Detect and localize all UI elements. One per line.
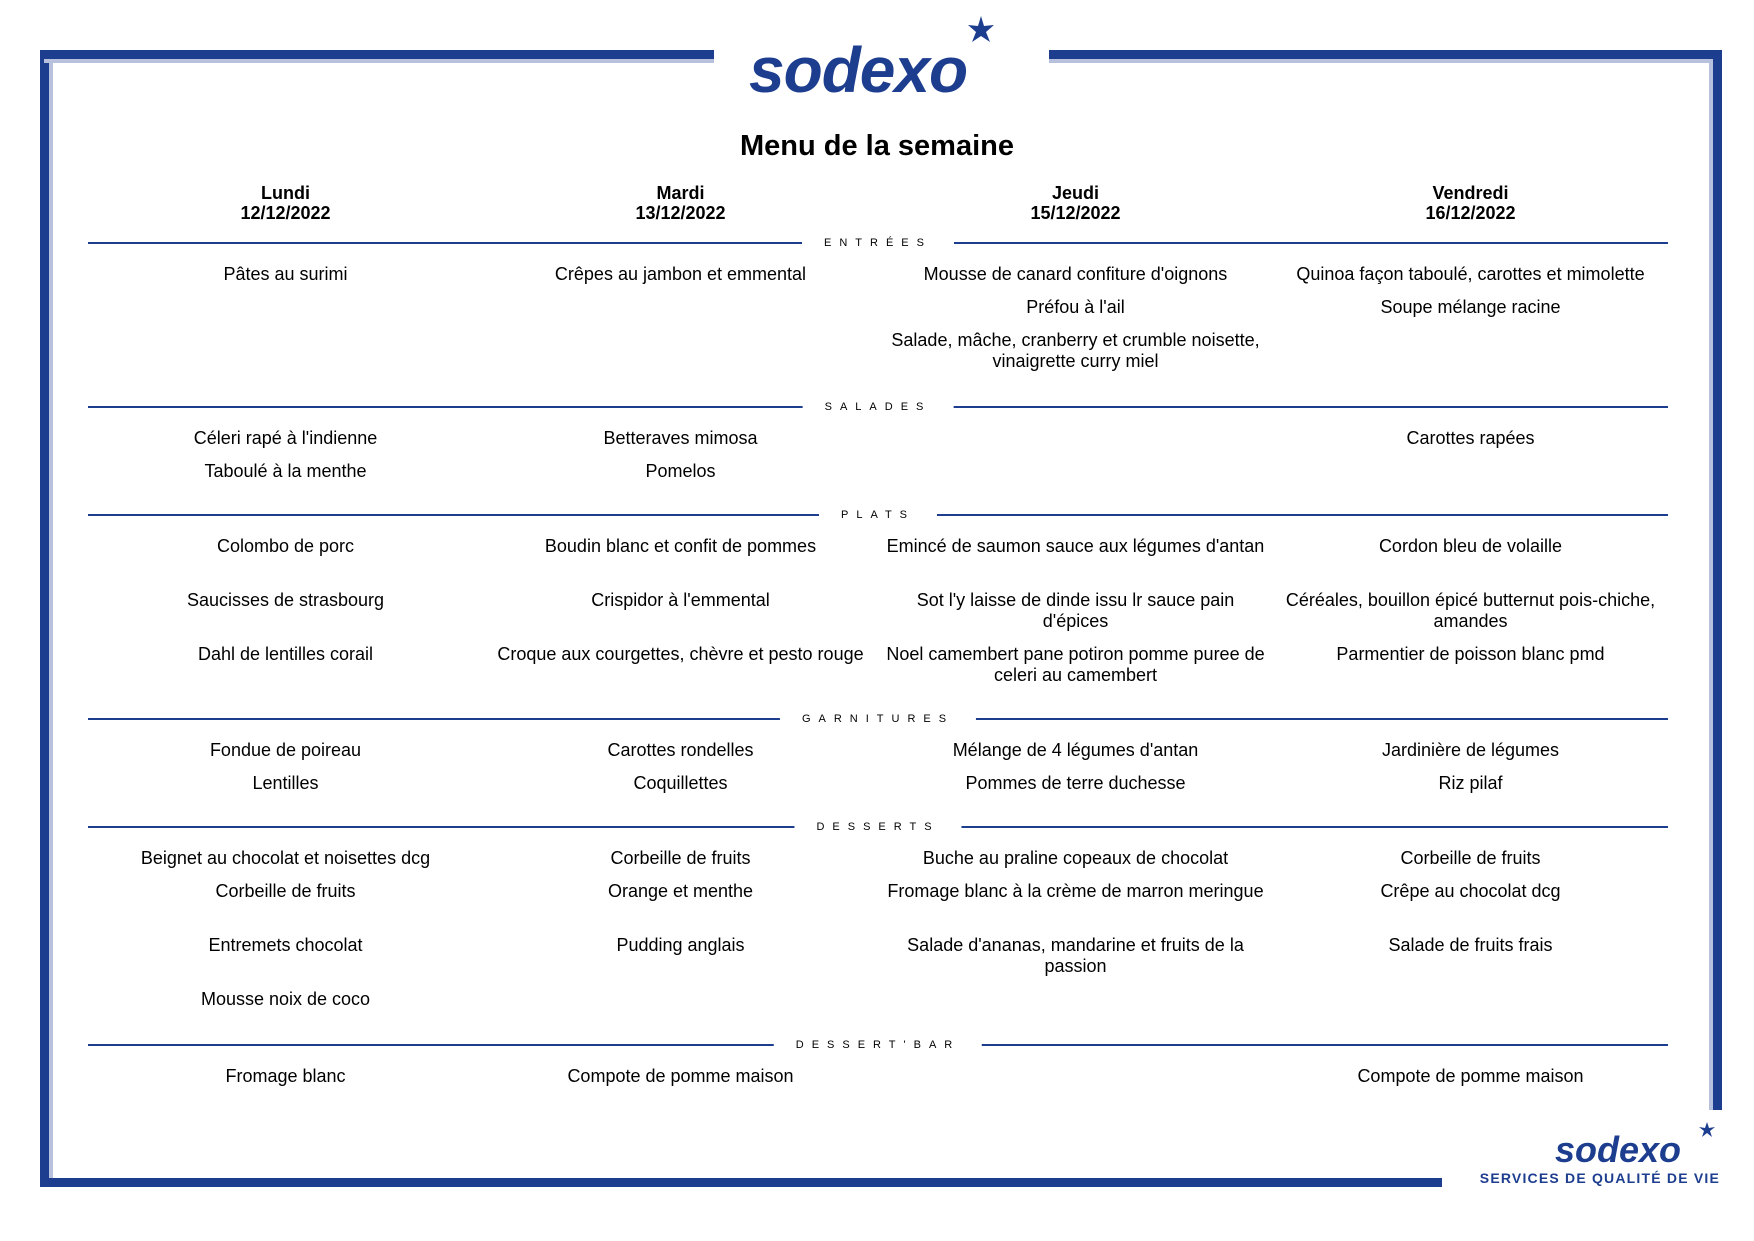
menu-item: Céleri rapé à l'indienne	[193, 428, 378, 448]
menu-item: Fromage blanc à la crème de marron meringue	[887, 881, 1264, 901]
menu-item: Carottes rondelles	[607, 740, 754, 760]
day-header	[1273, 183, 1668, 223]
menu-column	[1273, 848, 1668, 1022]
menu-item: Soupe mélange racine	[1380, 297, 1561, 317]
menu-column	[483, 428, 878, 494]
day-name: Lundi	[261, 183, 310, 203]
frame-shadow	[1049, 59, 1713, 63]
section-header	[88, 712, 1668, 726]
frame-left	[40, 50, 49, 1187]
menu-item: Compote de pomme maison	[567, 1066, 794, 1086]
menu-item: Pudding anglais	[616, 935, 745, 955]
menu-column	[483, 848, 878, 1022]
section-header	[88, 236, 1668, 250]
menu-item: Pommes de terre duchesse	[965, 773, 1186, 793]
section-label: SALADES	[803, 400, 954, 414]
menu-item: Corbeille de fruits	[215, 881, 356, 901]
tagline: SERVICES DE QUALITÉ DE VIE	[1479, 1170, 1720, 1186]
menu-item: Saucisses de strasbourg	[186, 590, 385, 610]
menu-item: Salade d'ananas, mandarine et fruits de la passion	[907, 935, 1244, 976]
day-name: Mardi	[656, 183, 705, 203]
star-icon	[1699, 1122, 1715, 1137]
section-label: DESSERTS	[794, 820, 961, 834]
menu-column	[878, 740, 1273, 806]
menu-item: Croque aux courgettes, chèvre et pesto rouge	[497, 644, 864, 664]
section-dessert-bar	[88, 1038, 1668, 1099]
section-header	[88, 400, 1668, 414]
frame-right	[1713, 50, 1722, 1110]
menu-item: Mousse noix de coco	[200, 989, 371, 1009]
menu-item: Cordon bleu de volaille	[1378, 536, 1563, 556]
menu-item: Crêpe au chocolat dcg	[1380, 881, 1561, 901]
menu-column	[1273, 740, 1668, 806]
menu-item: Emincé de saumon sauce aux légumes d'antan	[886, 536, 1265, 556]
menu-column	[1273, 264, 1668, 384]
logo-wordmark: sodexo	[749, 34, 968, 100]
menu-column	[878, 848, 1273, 1022]
menu-column	[483, 264, 878, 384]
menu-column	[1273, 428, 1668, 494]
menu-column	[88, 848, 483, 1022]
menu-item: Crispidor à l'emmental	[591, 590, 770, 610]
menu-item: Préfou à l'ail	[1026, 297, 1125, 317]
frame-shadow	[1709, 59, 1713, 1110]
star-icon	[968, 16, 994, 42]
menu-item: Crêpes au jambon et emmental	[554, 264, 807, 284]
menu-item: Fondue de poireau	[209, 740, 362, 760]
menu-item: Boudin blanc et confit de pommes	[544, 536, 817, 556]
menu-item: Parmentier de poisson blanc pmd	[1336, 644, 1605, 664]
menu-item: Dahl de lentilles corail	[197, 644, 374, 664]
menu-item: Pomelos	[645, 461, 716, 481]
menu-column	[483, 1066, 878, 1099]
section-salades	[88, 400, 1668, 494]
section-entrees	[88, 236, 1668, 384]
frame-shadow	[44, 59, 714, 63]
menu-column	[1273, 1066, 1668, 1099]
menu-item: Mélange de 4 légumes d'antan	[952, 740, 1199, 760]
section-header	[88, 820, 1668, 834]
menu-item: Buche au praline copeaux de chocolat	[922, 848, 1229, 868]
day-header	[88, 183, 483, 223]
menu-column	[88, 1066, 483, 1099]
day-header	[483, 183, 878, 223]
section-label: ENTRÉES	[802, 236, 954, 250]
menu-column	[878, 1066, 1273, 1099]
menu-item: Pâtes au surimi	[223, 264, 348, 284]
menu-item: Betteraves mimosa	[603, 428, 758, 448]
menu-item: Corbeille de fruits	[610, 848, 751, 868]
menu-column	[88, 536, 483, 698]
menu-item: Carottes rapées	[1406, 428, 1535, 448]
menu-item: Taboulé à la menthe	[204, 461, 367, 481]
menu-column	[878, 264, 1273, 384]
menu-item: Quinoa façon taboulé, carottes et mimolette	[1296, 264, 1645, 284]
menu-column	[878, 428, 1273, 494]
day-date: 13/12/2022	[635, 203, 726, 223]
menu-item: Compote de pomme maison	[1357, 1066, 1584, 1086]
menu-column	[88, 740, 483, 806]
menu-item: Salade, mâche, cranberry et crumble noisette, vinaigrette curry miel	[891, 330, 1260, 371]
menu-column	[483, 740, 878, 806]
day-date: 15/12/2022	[1030, 203, 1121, 223]
menu-column	[1273, 536, 1668, 698]
section-label: DESSERT'BAR	[774, 1038, 982, 1052]
menu-item: Jardinière de légumes	[1381, 740, 1560, 760]
day-date: 16/12/2022	[1425, 203, 1516, 223]
menu-item: Entremets chocolat	[208, 935, 363, 955]
menu-item: Corbeille de fruits	[1400, 848, 1541, 868]
frame-bottom	[40, 1178, 1442, 1187]
menu-item: Riz pilaf	[1438, 773, 1503, 793]
menu-item: Orange et menthe	[607, 881, 754, 901]
day-name: Vendredi	[1432, 183, 1509, 203]
menu-item: Salade de fruits frais	[1388, 935, 1553, 955]
day-date: 12/12/2022	[240, 203, 331, 223]
menu-item: Fromage blanc	[225, 1066, 346, 1086]
menu-item: Lentilles	[252, 773, 319, 793]
menu-item: Coquillettes	[633, 773, 728, 793]
sodexo-logo	[745, 10, 1020, 100]
menu-item: Colombo de porc	[216, 536, 355, 556]
frame-top-right	[1049, 50, 1722, 59]
page-title: Menu de la semaine	[740, 130, 1014, 162]
frame-top-left	[40, 50, 714, 59]
menu-column	[878, 536, 1273, 698]
section-header	[88, 508, 1668, 522]
day-headers	[88, 183, 1668, 223]
logo-wordmark: sodexo	[1555, 1129, 1682, 1170]
menu-column	[88, 264, 483, 384]
section-header	[88, 1038, 1668, 1052]
menu-item: Céréales, bouillon épicé butternut pois-chiche, amandes	[1285, 590, 1656, 631]
menu-item: Beignet au chocolat et noisettes dcg	[140, 848, 431, 868]
section-desserts	[88, 820, 1668, 1022]
menu-column	[483, 536, 878, 698]
section-plats	[88, 508, 1668, 698]
section-label: PLATS	[819, 508, 937, 522]
frame-shadow	[49, 59, 53, 1178]
section-label: GARNITURES	[780, 712, 976, 726]
menu-item: Mousse de canard confiture d'oignons	[923, 264, 1228, 284]
section-garnitures	[88, 712, 1668, 806]
day-name: Jeudi	[1051, 183, 1099, 203]
menu-column	[88, 428, 483, 494]
day-header	[878, 183, 1273, 223]
menu-item: Sot l'y laisse de dinde issu lr sauce pain d'épices	[916, 590, 1235, 631]
menu-item: Noel camembert pane potiron pomme puree de celeri au camembert	[886, 644, 1265, 685]
